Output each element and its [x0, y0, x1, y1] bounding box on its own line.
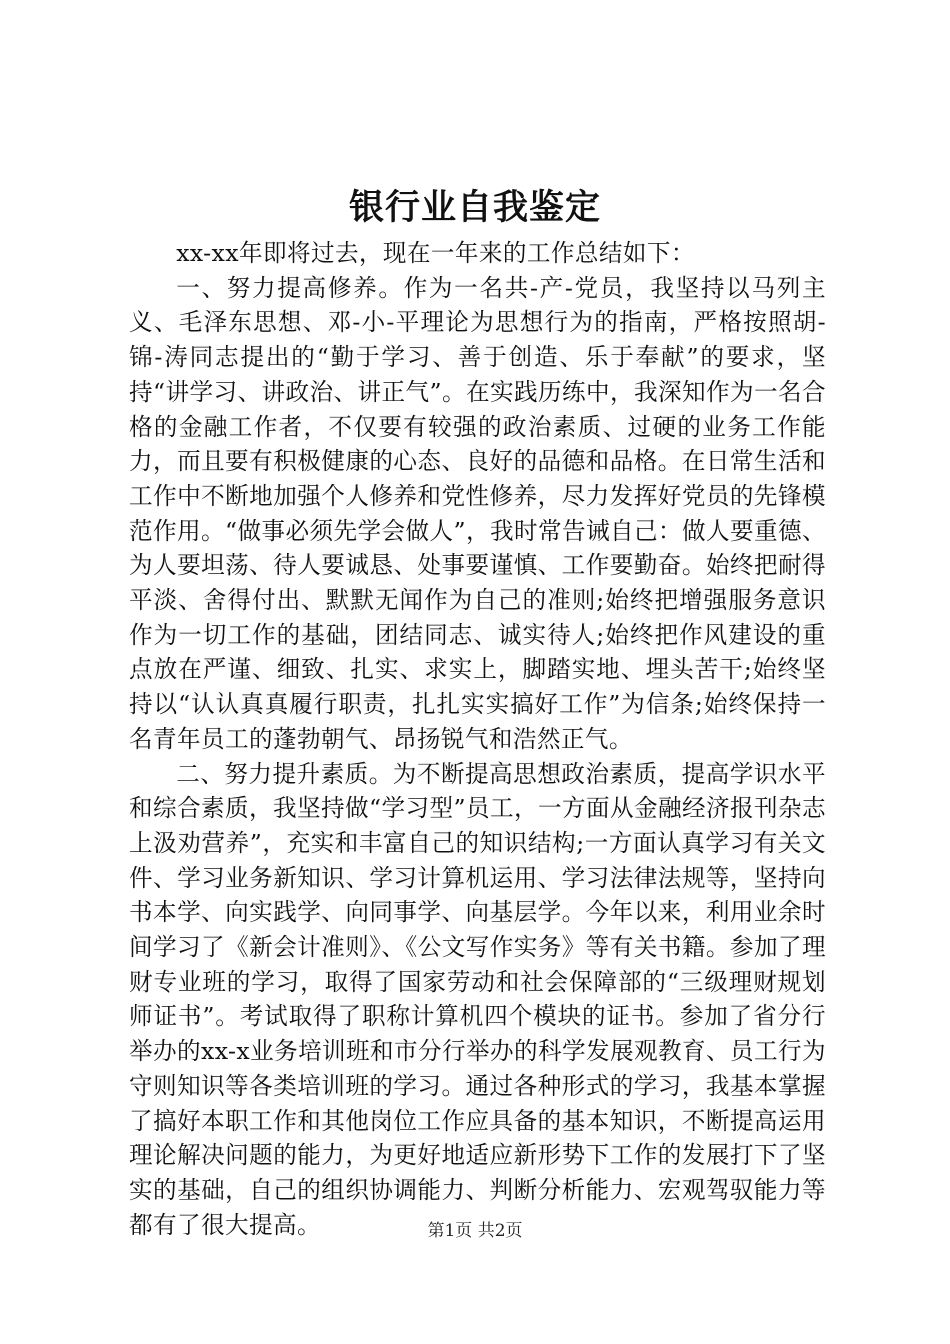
page-number-footer: 第1页 共2页 — [427, 1221, 523, 1241]
paragraph-section-2: 二、努力提升素质。为不断提高思想政治素质，提高学识水平和综合素质，我坚持做“学习型”员工，一方面从金融经济报刊杂志上汲劝营养”，充实和丰富自己的知识结构;一方面认真学习有关文件、学习业务新知识、学习计算机运用、学习法律法规等，坚持向书本学、向实践学、向同事学、向基层学。今年以来，利用业余时间学习了《新会计准则》、《公文写作实务》等有关书籍。参加了理财专业班的学习，取得了国家劳动和社会保障部的“三级理财规划师证书”。考试取得了职称计算机四个模块的证书。参加了省分行举办的xx-x业务培训班和市分行举办的科学发展观教育、员工行为守则知识等各类培训班的学习。通过各种形式的学习，我基本掌握了搞好本职工作和其他岗位工作应具备的基本知识，不断提高运用理论解决问题的能力，为更好地适应新形势下工作的发展打下了坚实的基础，自己的组织协调能力、判断分析能力、宏观驾驭能力等都有了很大提高。 — [129, 759, 826, 1239]
document-title: 银行业自我鉴定 — [348, 187, 601, 228]
paragraph-section-1: 一、努力提高修养。作为一名共-产-党员，我坚持以马列主义、毛泽东思想、邓-小-平理论为思想行为的指南，严格按照胡-锦-涛同志提出的“勤于学习、善于创造、乐于奉献”的要求，坚持“讲学习、讲政治、讲正气”。在实践历练中，我深知作为一名合格的金融工作者，不仅要有较强的政治素质、过硬的业务工作能力，而且要有积极健康的心态、良好的品德和品格。在日常生活和工作中不断地加强个人修养和党性修养，尽力发挥好党员的先锋模范作用。“做事必须先学会做人”，我时常告诫自己：做人要重德、为人要坦荡、待人要诚恳、处事要谨慎、工作要勤奋。始终把耐得平淡、舍得付出、默默无闻作为自己的准则;始终把增强服务意识作为一切工作的基础，团结同志、诚实待人;始终把作风建设的重点放在严谨、细致、扎实、求实上，脚踏实地、埋头苦干;始终坚持以“认认真真履行职责，扎扎实实搞好工作”为信条;始终保持一名青年员工的蓬勃朝气、昂扬锐气和浩然正气。 — [129, 273, 826, 753]
document-body — [129, 236, 826, 1242]
paragraph-intro: xx-xx年即将过去，现在一年来的工作总结如下： — [176, 239, 695, 267]
